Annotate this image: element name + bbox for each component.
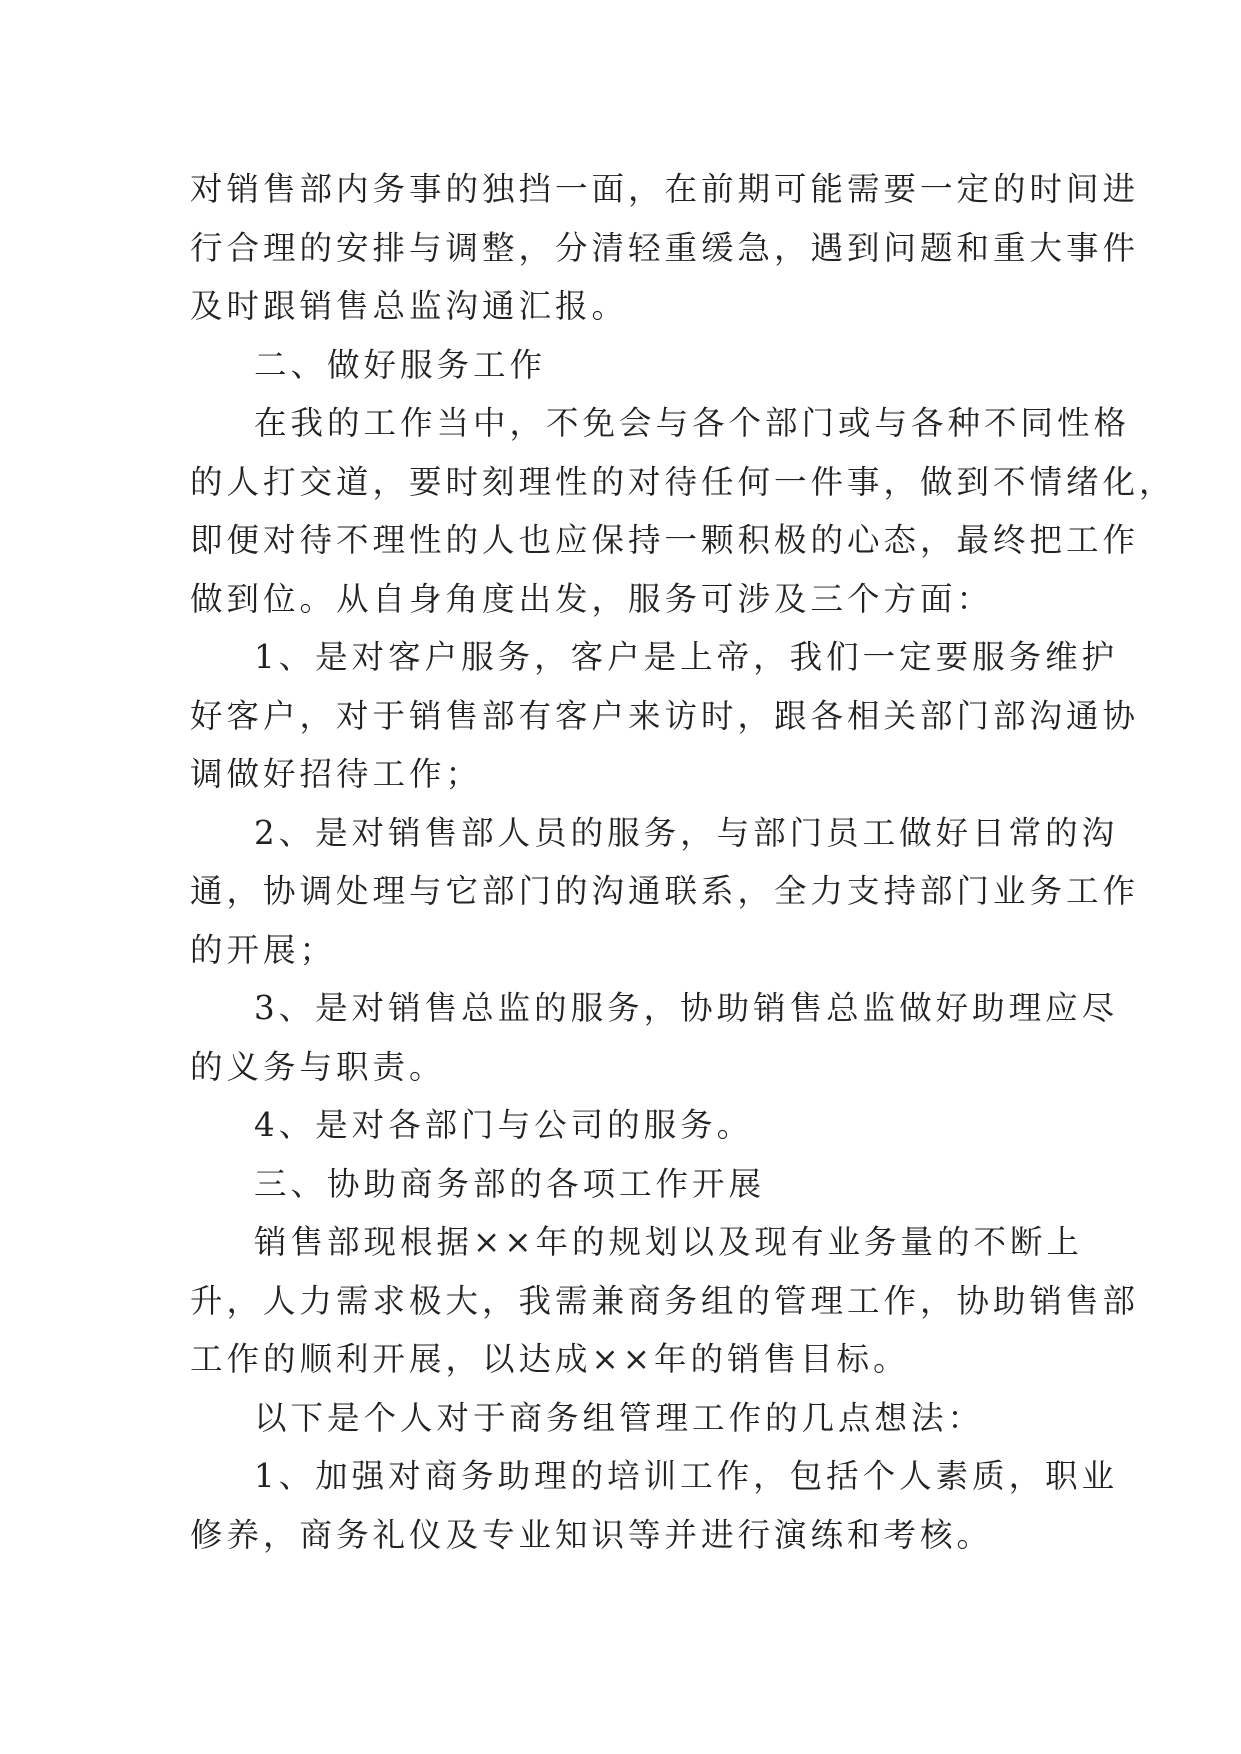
- text-line: 及时跟销售总监沟通汇报。: [190, 287, 629, 325]
- document-body: [190, 160, 1176, 1564]
- text-line: 即便对待不理性的人也应保持一颗积极的心态，最终把工作: [190, 521, 1140, 559]
- list-item-text: 1、加强对商务助理的培训工作，包括个人素质，职业: [254, 1457, 1119, 1495]
- text-line: 对销售部内务事的独挡一面，在前期可能需要一定的时间进: [190, 170, 1140, 208]
- text-line: 调做好招待工作；: [190, 755, 483, 793]
- section-heading: 二、做好服务工作: [254, 345, 547, 384]
- text-line: 在我的工作当中，不免会与各个部门或与各种不同性格: [254, 404, 1131, 442]
- text-line: 的人打交道，要时刻理性的对待任何一件事，做到不情绪化，: [190, 462, 1176, 501]
- list-item-text: 4、是对各部门与公司的服务。: [254, 1106, 754, 1144]
- list-item-text: 1、是对客户服务，客户是上帝，我们一定要服务维护: [254, 638, 1119, 676]
- text-line: 销售部现根据××年的规划以及现有业务量的不断上: [254, 1223, 1083, 1261]
- text-line: 修养，商务礼仪及专业知识等并进行演练和考核。: [190, 1515, 994, 1554]
- text-line: 升，人力需求极大，我需兼商务组的管理工作，协助销售部: [190, 1281, 1140, 1320]
- section-heading: 三、协助商务部的各项工作开展: [254, 1164, 766, 1203]
- list-item-text: 3、是对销售总监的服务，协助销售总监做好助理应尽: [254, 989, 1119, 1027]
- text-line: 通，协调处理与它部门的沟通联系，全力支持部门业务工作: [190, 872, 1140, 910]
- text-line: 工作的顺利开展，以达成××年的销售目标。: [190, 1340, 910, 1378]
- text-line: 行合理的安排与调整，分清轻重缓急，遇到问题和重大事件: [190, 228, 1140, 267]
- text-line: 做到位。从自身角度出发，服务可涉及三个方面：: [190, 579, 994, 618]
- text-line: 以下是个人对于商务组管理工作的几点想法：: [254, 1398, 985, 1437]
- text-line: 的义务与职责。: [190, 1047, 446, 1086]
- text-line: 的开展；: [190, 930, 337, 969]
- list-item-text: 2、是对销售部人员的服务，与部门员工做好日常的沟: [254, 813, 1119, 852]
- text-line: 好客户，对于销售部有客户来访时，跟各相关部门部沟通协: [190, 696, 1140, 735]
